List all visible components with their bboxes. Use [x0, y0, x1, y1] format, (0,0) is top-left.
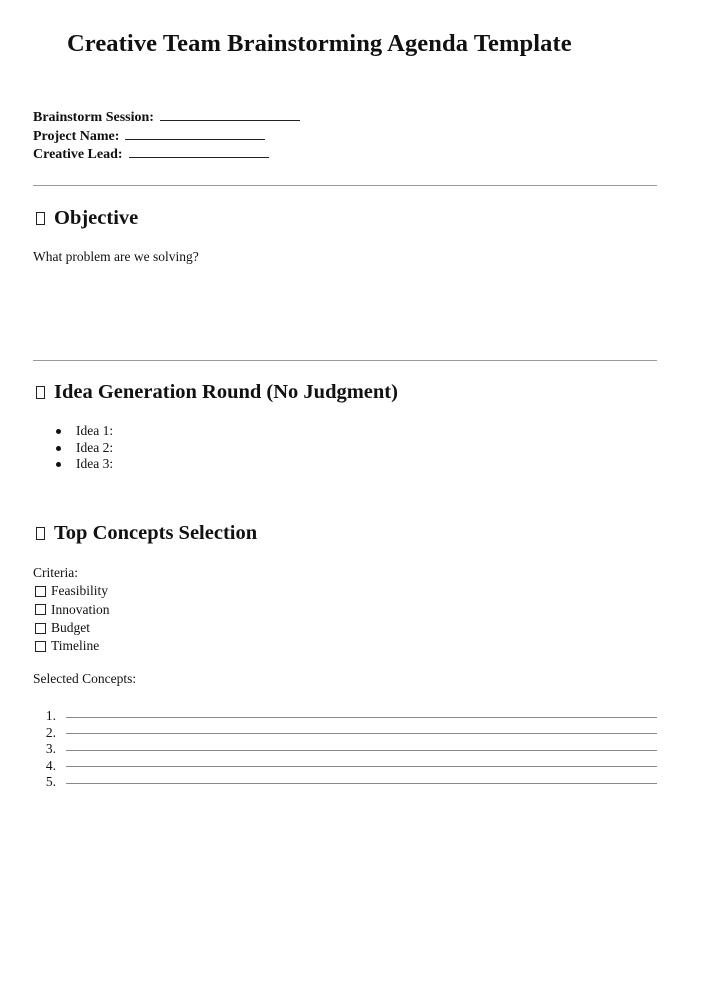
criteria-item-innovation[interactable]	[33, 601, 110, 619]
criteria-item-label: Budget	[51, 619, 90, 635]
concept-number: 5.	[45, 774, 56, 789]
objective-heading	[33, 207, 138, 230]
criteria-item-feasibility[interactable]	[33, 582, 110, 600]
section-divider	[33, 185, 657, 186]
criteria-label: Criteria:	[33, 565, 78, 580]
missing-glyph-icon	[36, 212, 45, 225]
concept-row	[33, 725, 657, 742]
concept-number: 4.	[45, 757, 56, 773]
meta-fields	[33, 108, 300, 164]
checkbox-icon[interactable]	[35, 586, 46, 597]
concept-row	[33, 708, 657, 725]
meta-field-brainstorm-session	[33, 108, 300, 127]
meta-field-blank[interactable]	[125, 127, 265, 140]
idea-generation-heading-text: Idea Generation Round (No Judgment)	[54, 381, 398, 403]
concept-row	[33, 774, 657, 791]
meta-field-label: Project Name:	[33, 128, 120, 144]
concept-blank-line[interactable]	[66, 782, 657, 784]
selected-concepts-label: Selected Concepts:	[33, 671, 137, 686]
top-concepts-heading-text: Top Concepts Selection	[54, 522, 258, 544]
concept-number: 3.	[45, 741, 56, 756]
document-title: Creative Team Brainstorming Agenda Template	[67, 30, 572, 57]
criteria-item-label: Feasibility	[51, 583, 108, 599]
meta-field-project-name	[33, 127, 300, 146]
criteria-item-timeline[interactable]	[33, 637, 110, 655]
list-item: Idea 2:	[33, 440, 113, 457]
checkbox-icon[interactable]	[35, 641, 46, 652]
meta-field-creative-lead	[33, 145, 300, 164]
criteria-item-label: Innovation	[51, 601, 110, 617]
concept-blank-line[interactable]	[66, 765, 657, 767]
missing-glyph-icon	[36, 386, 45, 399]
concept-blank-line[interactable]	[66, 749, 657, 751]
idea-generation-heading	[33, 381, 398, 404]
checkbox-icon[interactable]	[35, 623, 46, 634]
top-concepts-heading	[33, 522, 257, 545]
missing-glyph-icon	[36, 527, 45, 540]
objective-prompt: What problem are we solving?	[33, 249, 199, 264]
meta-field-label: Brainstorm Session:	[33, 110, 154, 125]
concept-blank-line[interactable]	[66, 716, 657, 718]
concept-number: 2.	[45, 724, 56, 740]
section-divider	[33, 360, 657, 361]
selected-concepts-list	[33, 708, 657, 791]
concept-row	[33, 758, 657, 775]
concept-number: 1.	[45, 708, 56, 723]
criteria-block	[33, 564, 110, 655]
idea-list	[33, 423, 113, 473]
list-item: Idea 1:	[33, 423, 113, 440]
checkbox-icon[interactable]	[35, 604, 46, 615]
list-item: Idea 3:	[33, 456, 113, 473]
meta-field-label: Creative Lead:	[33, 147, 123, 162]
criteria-item-label: Timeline	[51, 638, 100, 654]
meta-field-blank[interactable]	[129, 145, 269, 158]
concept-blank-line[interactable]	[66, 732, 657, 734]
concept-row	[33, 741, 657, 758]
meta-field-blank[interactable]	[160, 108, 300, 121]
objective-heading-text: Objective	[54, 207, 139, 229]
criteria-item-budget[interactable]	[33, 619, 110, 637]
